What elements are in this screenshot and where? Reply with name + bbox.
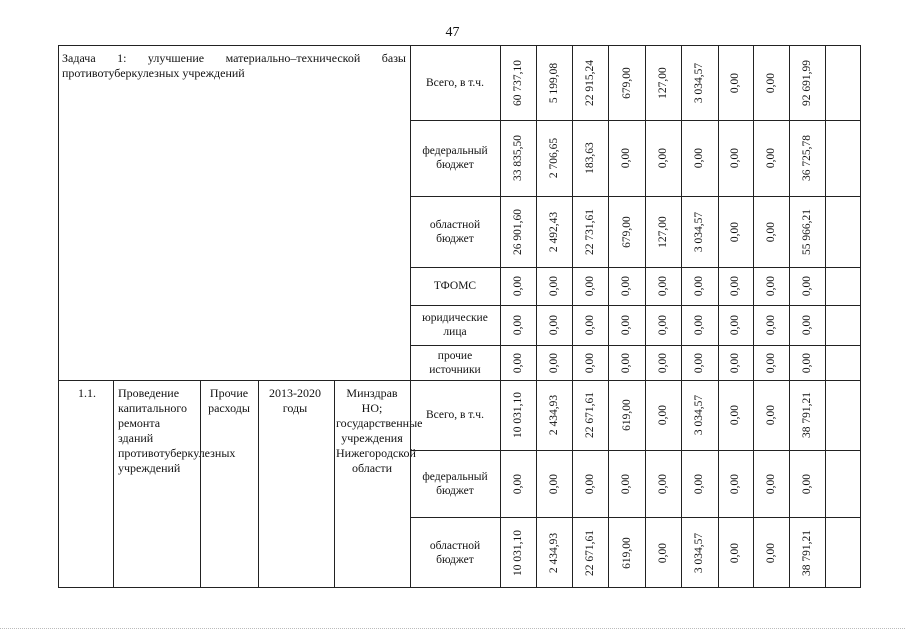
value-cell: [572, 517, 608, 588]
value-text: 0,00: [729, 314, 742, 336]
value-text: 36 725,78: [801, 135, 813, 181]
value-text: 679,00: [620, 215, 633, 248]
grid-vline: [258, 380, 259, 588]
value-cell: [536, 305, 572, 345]
value-text: 0,00: [620, 473, 633, 494]
scan-edge: [0, 628, 905, 629]
value-cell: [536, 120, 572, 196]
value-cell: [536, 267, 572, 305]
value-cell: [681, 450, 718, 517]
value-text: 38 791,21: [801, 392, 813, 438]
row-source-label: прочие источники: [429, 349, 481, 376]
value-text: 183,63: [584, 142, 596, 174]
value-text: 0,00: [729, 72, 742, 93]
value-cell: [572, 450, 608, 517]
value-text: 3 034,57: [693, 62, 706, 103]
item-number: 1.1.: [78, 386, 96, 400]
value-text: 0,00: [657, 404, 669, 426]
value-cell: [718, 45, 753, 120]
value-text: 0,00: [729, 404, 742, 426]
row-source-label: федеральный бюджет: [422, 145, 488, 171]
value-cell: [645, 380, 681, 450]
value-text: 0,00: [512, 275, 524, 297]
value-cell: [645, 196, 681, 267]
value-text: 619,00: [620, 399, 633, 431]
value-cell: [789, 196, 825, 267]
page-number: 47: [445, 25, 460, 40]
value-text: 619,00: [620, 536, 633, 569]
value-cell: [608, 517, 645, 588]
value-cell: [681, 267, 718, 305]
value-text: 0,00: [657, 275, 669, 297]
item-name: Проведение капитального ремонта зданий противотуберкулезных учреждений: [118, 386, 236, 475]
value-text: 3 034,57: [693, 211, 706, 252]
value-cell: [753, 380, 789, 450]
value-cell: [645, 45, 681, 120]
value-text: 127,00: [657, 215, 669, 248]
value-text: 0,00: [693, 147, 706, 169]
row-source-label: юридические лица: [422, 312, 488, 338]
value-cell: [536, 196, 572, 267]
value-text: 0,00: [693, 352, 706, 373]
row-source-label: Всего, в т.ч.: [426, 409, 484, 421]
row-source-label: областной бюджет: [429, 539, 481, 566]
value-text: 0,00: [765, 352, 777, 373]
value-text: 0,00: [801, 352, 813, 373]
row-source-label: областной бюджет: [429, 218, 481, 245]
value-text: 22 915,24: [584, 59, 596, 106]
value-text: 0,00: [657, 314, 669, 336]
value-cell: [572, 305, 608, 345]
value-cell: [753, 196, 789, 267]
value-cell: [608, 380, 645, 450]
value-cell: [753, 517, 789, 588]
value-text: 55 966,21: [801, 208, 813, 255]
value-cell: [681, 120, 718, 196]
value-text: 10 031,10: [512, 529, 524, 576]
value-text: 0,00: [765, 147, 777, 169]
value-text: 0,00: [657, 147, 669, 169]
value-cell: [608, 196, 645, 267]
value-cell: [681, 345, 718, 380]
row-source-label: Всего, в т.ч.: [426, 76, 484, 89]
row-source-label: федеральный бюджет: [422, 470, 488, 497]
value-cell: [536, 345, 572, 380]
value-cell: [718, 267, 753, 305]
row-source-label: ТФОМС: [433, 280, 477, 292]
value-cell: [753, 305, 789, 345]
value-text: 2 706,65: [548, 137, 560, 179]
value-cell: [536, 45, 572, 120]
value-cell: [572, 380, 608, 450]
value-cell: [500, 380, 536, 450]
value-cell: [608, 120, 645, 196]
value-cell: [718, 517, 753, 588]
value-cell: [753, 45, 789, 120]
value-cell: [608, 267, 645, 305]
value-cell: [500, 345, 536, 380]
value-text: 0,00: [584, 275, 596, 297]
value-text: 0,00: [657, 352, 669, 373]
value-text: 22 731,61: [584, 208, 596, 255]
value-cell: [536, 380, 572, 450]
grid-vline: [113, 380, 114, 588]
value-cell: [536, 450, 572, 517]
value-text: 22 671,61: [584, 392, 596, 438]
value-cell: [681, 45, 718, 120]
value-cell: [572, 267, 608, 305]
value-text: 0,00: [548, 352, 560, 373]
value-cell: [500, 267, 536, 305]
value-text: 0,00: [729, 473, 742, 494]
value-text: 0,00: [765, 314, 777, 336]
value-text: 22 671,61: [584, 529, 596, 576]
value-cell: [718, 196, 753, 267]
value-text: 0,00: [620, 147, 633, 169]
value-cell: [681, 305, 718, 345]
value-cell: [500, 45, 536, 120]
value-cell: [572, 45, 608, 120]
value-cell: [789, 120, 825, 196]
value-cell: [789, 267, 825, 305]
value-cell: [789, 345, 825, 380]
value-cell: [500, 196, 536, 267]
value-text: 0,00: [548, 314, 560, 336]
value-text: 0,00: [620, 275, 633, 297]
value-text: 2 434,93: [548, 532, 560, 573]
value-text: 0,00: [620, 314, 633, 336]
value-cell: [500, 450, 536, 517]
value-text: 0,00: [584, 352, 596, 373]
value-text: 0,00: [729, 352, 742, 373]
value-cell: [753, 345, 789, 380]
value-cell: [536, 517, 572, 588]
task-title: Задача 1: улучшение материально–технической базы противотуберкулезных учреждений: [62, 51, 406, 80]
value-text: 679,00: [620, 66, 633, 99]
value-cell: [753, 450, 789, 517]
value-text: 0,00: [765, 404, 777, 426]
value-text: 0,00: [801, 473, 813, 494]
value-text: 60 737,10: [512, 59, 524, 106]
value-cell: [645, 305, 681, 345]
value-cell: [789, 380, 825, 450]
value-text: 0,00: [801, 314, 813, 336]
value-text: 0,00: [693, 473, 706, 494]
value-text: 0,00: [512, 314, 524, 336]
value-text: 0,00: [657, 473, 669, 494]
value-cell: [608, 45, 645, 120]
value-cell: [789, 45, 825, 120]
value-cell: [645, 345, 681, 380]
value-cell: [608, 305, 645, 345]
value-cell: [718, 450, 753, 517]
value-text: 0,00: [765, 542, 777, 563]
value-text: 0,00: [693, 275, 706, 297]
value-cell: [572, 345, 608, 380]
value-text: 0,00: [765, 72, 777, 93]
value-text: 26 901,60: [512, 208, 524, 255]
value-text: 0,00: [801, 275, 813, 297]
value-text: 92 691,99: [801, 59, 813, 106]
grid-vline: [410, 45, 411, 588]
value-cell: [789, 450, 825, 517]
value-cell: [500, 305, 536, 345]
value-text: 0,00: [729, 221, 742, 242]
value-cell: [645, 120, 681, 196]
value-cell: [753, 267, 789, 305]
value-cell: [500, 517, 536, 588]
value-text: 2 434,93: [548, 394, 560, 436]
value-text: 0,00: [584, 314, 596, 336]
value-cell: [789, 517, 825, 588]
value-text: 0,00: [620, 352, 633, 373]
grid-vline: [334, 380, 335, 588]
value-cell: [789, 305, 825, 345]
grid-vline: [200, 380, 201, 588]
value-text: 0,00: [729, 542, 742, 563]
value-cell: [645, 450, 681, 517]
item-expense-type: Прочие расходы: [208, 386, 250, 415]
value-text: 0,00: [512, 473, 524, 494]
value-text: 38 791,21: [801, 529, 813, 576]
value-text: 3 034,57: [693, 532, 706, 573]
value-text: 3 034,57: [693, 394, 706, 436]
value-text: 10 031,10: [512, 392, 524, 438]
value-text: 0,00: [657, 542, 669, 563]
value-text: 127,00: [657, 66, 669, 99]
value-text: 0,00: [584, 473, 596, 494]
grid-vline: [825, 45, 826, 588]
value-cell: [718, 305, 753, 345]
value-text: 0,00: [548, 473, 560, 494]
value-cell: [572, 196, 608, 267]
value-text: 0,00: [693, 314, 706, 336]
value-cell: [645, 517, 681, 588]
value-cell: [645, 267, 681, 305]
value-text: 0,00: [729, 147, 742, 169]
value-cell: [753, 120, 789, 196]
value-text: 0,00: [765, 473, 777, 494]
item-executor: Минздрав НО; государственные учреждения Нижегородской области: [336, 386, 423, 475]
value-text: 0,00: [548, 275, 560, 297]
value-text: 0,00: [765, 221, 777, 242]
value-cell: [718, 120, 753, 196]
value-text: 33 835,50: [512, 135, 524, 181]
value-cell: [572, 120, 608, 196]
value-cell: [718, 380, 753, 450]
value-cell: [681, 196, 718, 267]
value-cell: [500, 120, 536, 196]
value-text: 0,00: [765, 275, 777, 297]
value-cell: [608, 345, 645, 380]
value-cell: [681, 517, 718, 588]
value-text: 0,00: [512, 352, 524, 373]
value-text: 2 492,43: [548, 211, 560, 252]
item-period: 2013-2020 годы: [269, 386, 321, 415]
value-text: 0,00: [729, 275, 742, 297]
value-cell: [681, 380, 718, 450]
value-text: 5 199,08: [548, 62, 560, 103]
value-cell: [608, 450, 645, 517]
value-cell: [718, 345, 753, 380]
